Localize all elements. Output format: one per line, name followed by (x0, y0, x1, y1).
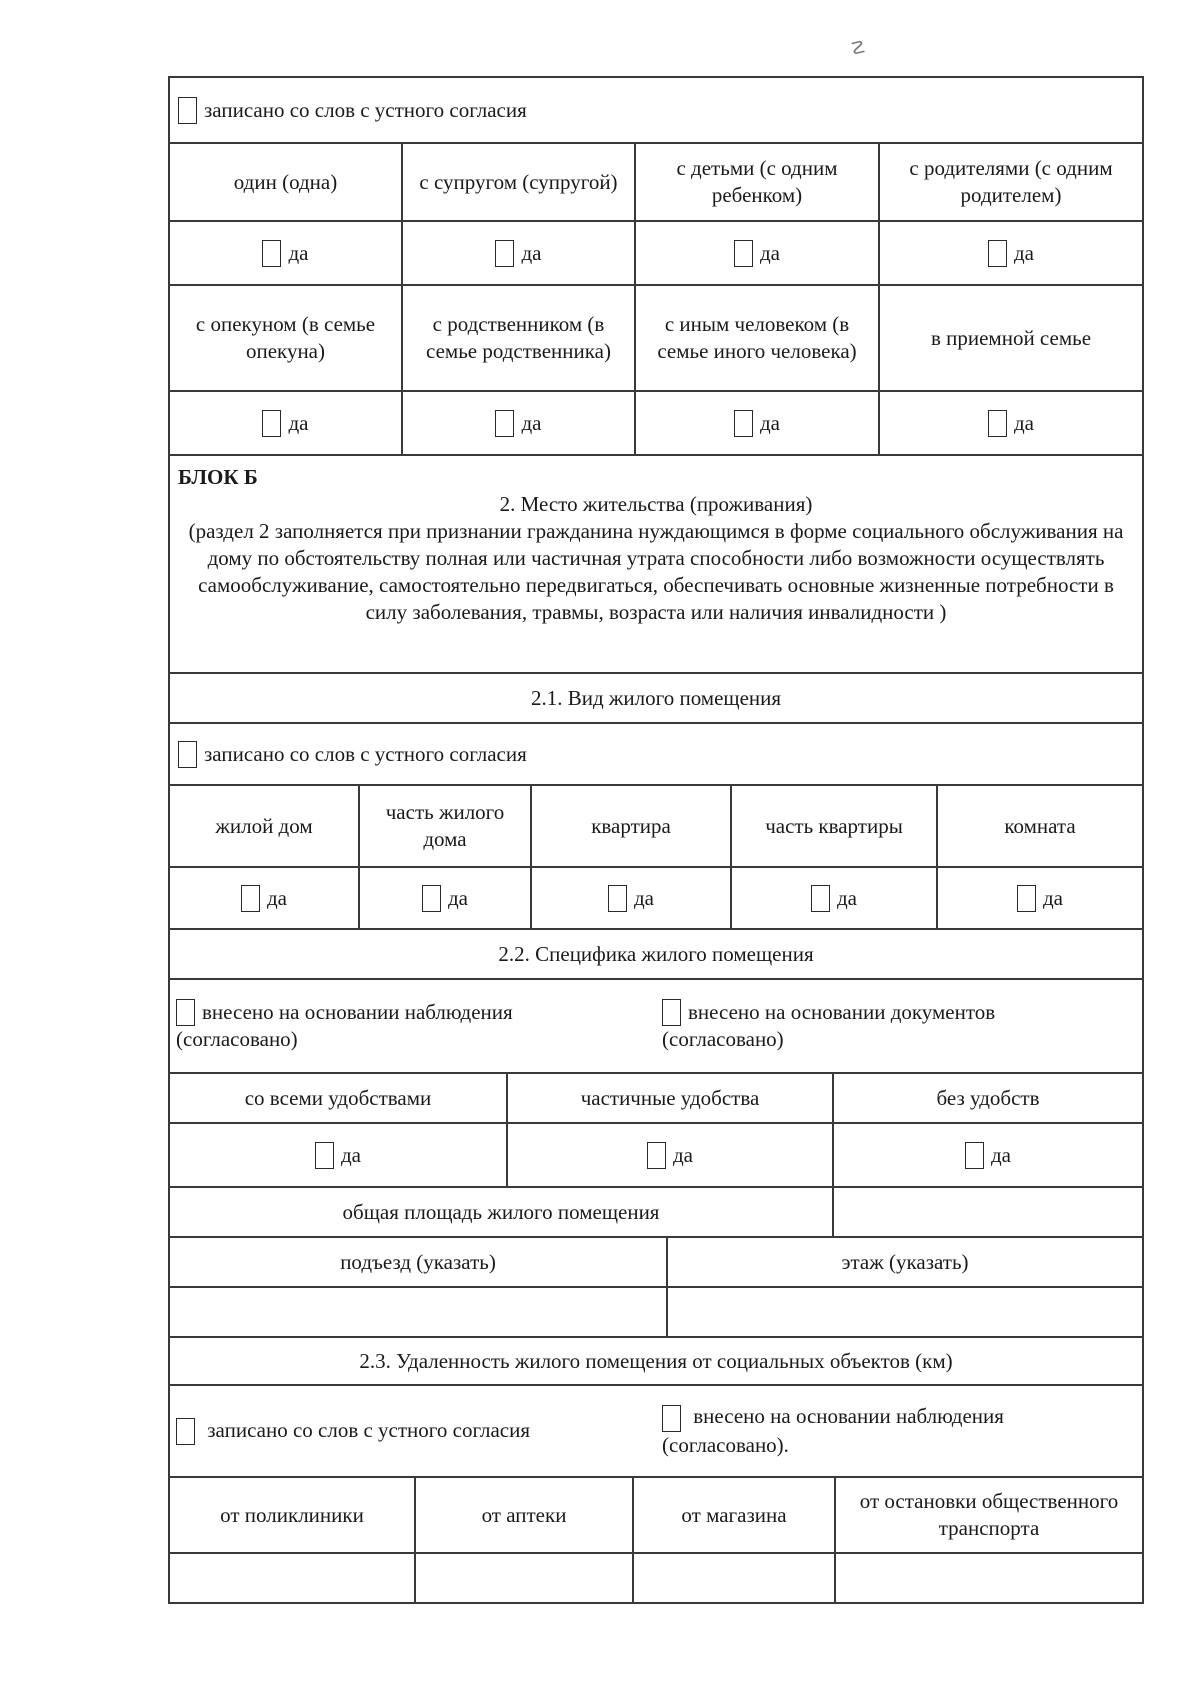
living-with-row-1 (170, 144, 1142, 222)
distance-input[interactable] (170, 1554, 416, 1602)
oral-consent-checkbox[interactable] (178, 97, 197, 124)
yes-label: да (1042, 885, 1063, 910)
block-b (170, 456, 1142, 674)
block-b-heading: 2. Место жительства (проживания) (499, 492, 813, 516)
yes-label: да (266, 885, 287, 910)
yes-checkbox[interactable] (422, 885, 441, 912)
section-2-3-consent (170, 1386, 1142, 1478)
yes-checkbox[interactable] (965, 1142, 984, 1169)
yes-label: да (340, 1142, 361, 1167)
floor-input[interactable] (668, 1288, 1142, 1336)
oral-consent-block (170, 1417, 656, 1446)
observation-label: внесено на основании наблюдения (693, 1404, 1004, 1429)
housing-type-row (170, 786, 1142, 868)
living-option: один (одна) (170, 144, 403, 220)
entrance-input[interactable] (170, 1288, 668, 1336)
distance-object: от поликлиники (170, 1478, 416, 1552)
block-b-note: (раздел 2 заполняется при признании гражданина нуждающимся в форме социального обслуживания на дому по обстоятельству полная или частичная утрата способности либо возможности осуществлять самообслуживание, самостоятельно передвигаться, обеспечивать основные жизненные потребности в силу заболевания, травмы, возраста или наличия инвалидности ) (188, 519, 1124, 624)
social-service-form (168, 76, 1144, 1604)
living-with-yes-row-1 (170, 222, 1142, 286)
block-b-title: БЛОК Б (178, 465, 258, 489)
housing-option: квартира (532, 786, 732, 866)
yes-checkbox[interactable] (495, 240, 514, 267)
amenities-yes-row (170, 1124, 1142, 1188)
distance-header-row (170, 1478, 1142, 1554)
living-option: с родителями (с одним родителем) (909, 156, 1113, 207)
area-row (170, 1188, 1142, 1238)
living-option: в приемной семье (930, 325, 1092, 350)
living-option: с родственником (в семье родственника) (403, 286, 636, 390)
section-title: 2.2. Специфика жилого помещения (498, 941, 814, 966)
distance-object: от аптеки (416, 1478, 634, 1552)
living-option: с детьми (с одним ребенком) (636, 144, 880, 220)
distance-input[interactable] (836, 1554, 1142, 1602)
entrance-floor-header (170, 1238, 1142, 1288)
yes-checkbox[interactable] (988, 240, 1007, 267)
yes-checkbox[interactable] (734, 240, 753, 267)
observation-consent (170, 999, 656, 1053)
yes-checkbox[interactable] (241, 885, 260, 912)
yes-label: да (1013, 410, 1034, 435)
yes-label: да (633, 885, 654, 910)
consent-row (170, 78, 1142, 144)
distance-input-row (170, 1554, 1142, 1604)
yes-label: да (521, 240, 542, 265)
oral-consent-checkbox[interactable] (176, 1418, 195, 1445)
observation-label: внесено на основании наблюдения (202, 1000, 513, 1024)
living-option: с иным человеком (в семье иного человека) (636, 286, 880, 390)
entrance-label: подъезд (указать) (170, 1238, 668, 1286)
agreed-label: (согласовано). (662, 1432, 789, 1457)
area-label: общая площадь жилого помещения (170, 1188, 834, 1236)
oral-consent-label: записано со слов с устного согласия (204, 741, 527, 766)
observation-checkbox[interactable] (176, 999, 195, 1026)
distance-input[interactable] (416, 1554, 634, 1602)
living-with-yes-row-2 (170, 392, 1142, 456)
section-2-3-header (170, 1338, 1142, 1386)
yes-label: да (759, 240, 780, 265)
yes-checkbox[interactable] (315, 1142, 334, 1169)
yes-checkbox[interactable] (734, 410, 753, 437)
section-2-1-header (170, 674, 1142, 724)
section-2-1-consent (170, 724, 1142, 786)
housing-option: часть жилого дома (360, 786, 532, 866)
yes-checkbox[interactable] (262, 410, 281, 437)
floor-label: этаж (указать) (841, 1249, 969, 1274)
yes-label: да (521, 410, 542, 435)
yes-checkbox[interactable] (647, 1142, 666, 1169)
yes-label: да (447, 885, 468, 910)
amenity-option: без удобств (936, 1085, 1040, 1110)
living-option: с супругом (супругой) (403, 144, 636, 220)
oral-consent-checkbox[interactable] (178, 741, 197, 768)
yes-label: да (1013, 240, 1034, 265)
yes-checkbox[interactable] (988, 410, 1007, 437)
area-input[interactable] (834, 1188, 1142, 1236)
distance-object: от магазина (634, 1478, 836, 1552)
yes-checkbox[interactable] (495, 410, 514, 437)
distance-input[interactable] (634, 1554, 836, 1602)
scan-artifact: ☡ (850, 38, 867, 58)
documents-label: внесено на основании документов (688, 1000, 996, 1024)
agreed-label: (согласовано) (176, 1027, 298, 1051)
yes-label: да (288, 410, 309, 435)
section-2-2-consent (170, 980, 1142, 1074)
yes-label: да (672, 1142, 693, 1167)
documents-checkbox[interactable] (662, 999, 681, 1026)
yes-label: да (288, 240, 309, 265)
housing-option: жилой дом (170, 786, 360, 866)
yes-label: да (836, 885, 857, 910)
amenity-option: со всеми удобствами (170, 1074, 508, 1122)
section-2-2-header (170, 930, 1142, 980)
distance-object: от остановки общественного транспорта (859, 1489, 1119, 1540)
yes-label: да (759, 410, 780, 435)
yes-checkbox[interactable] (262, 240, 281, 267)
section-title: 2.3. Удаленность жилого помещения от социальных объектов (км) (359, 1348, 953, 1373)
amenity-option: частичные удобства (508, 1074, 834, 1122)
yes-checkbox[interactable] (811, 885, 830, 912)
observation-checkbox[interactable] (662, 1405, 681, 1432)
living-with-row-2 (170, 286, 1142, 392)
section-title: 2.1. Вид жилого помещения (530, 685, 782, 710)
housing-type-yes-row (170, 868, 1142, 930)
oral-consent-label: записано со слов с устного согласия (207, 1417, 531, 1442)
living-option: с опекуном (в семье опекуна) (170, 286, 403, 390)
documents-consent (656, 999, 1142, 1053)
yes-checkbox[interactable] (608, 885, 627, 912)
amenities-row (170, 1074, 1142, 1124)
yes-label: да (990, 1142, 1011, 1167)
yes-checkbox[interactable] (1017, 885, 1036, 912)
oral-consent-label: записано со слов с устного согласия (204, 97, 527, 122)
observation-consent (656, 1403, 1142, 1459)
agreed-label: (согласовано) (662, 1027, 784, 1051)
entrance-floor-inputs (170, 1288, 1142, 1338)
housing-option: часть квартиры (732, 786, 938, 866)
housing-option: комната (1004, 813, 1076, 838)
